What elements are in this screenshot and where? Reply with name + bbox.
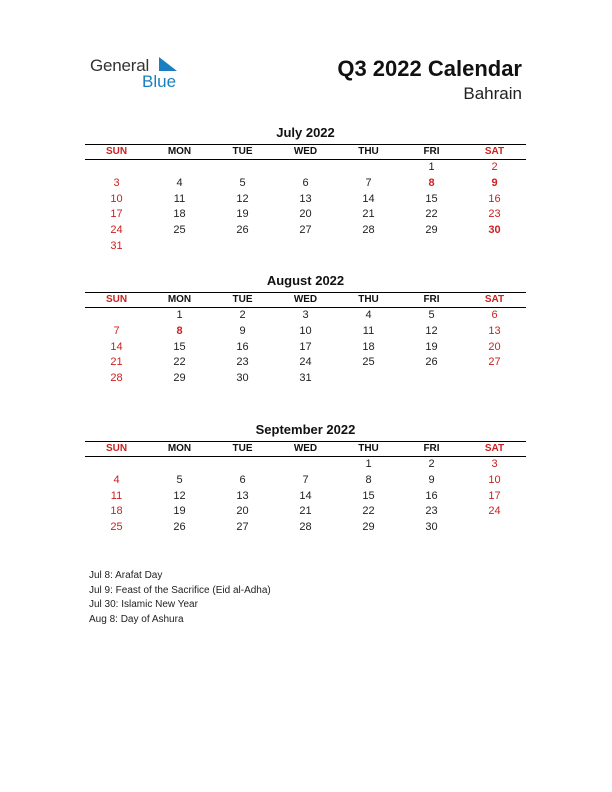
month-title: September 2022 xyxy=(255,422,356,437)
month-september xyxy=(85,422,526,536)
day-cell: 25 xyxy=(173,224,186,237)
weekday-label: SAT xyxy=(484,443,505,454)
day-cell: 1 xyxy=(176,309,183,321)
holiday-item: Jul 30: Islamic New Year xyxy=(89,599,198,610)
empty-cell xyxy=(337,160,400,176)
day-cell: 16 xyxy=(488,192,501,205)
weekday-label: SUN xyxy=(105,294,128,305)
day-cell: 11 xyxy=(173,192,186,205)
day-cell: 16 xyxy=(236,340,249,353)
weekday-label: FRI xyxy=(423,146,440,157)
day-cell: 25 xyxy=(110,521,123,534)
day-cell: 20 xyxy=(299,208,312,221)
days-grid xyxy=(85,457,526,536)
day-cell: 21 xyxy=(110,356,123,369)
day-cell: 23 xyxy=(488,208,501,221)
day-cell: 14 xyxy=(110,340,123,353)
weekday-label: SAT xyxy=(484,294,505,305)
day-cell: 15 xyxy=(425,192,438,205)
day-cell: 8 xyxy=(365,473,372,486)
weekday-header xyxy=(85,441,526,457)
day-cell: 7 xyxy=(302,473,309,486)
day-cell: 22 xyxy=(173,356,186,369)
day-cell: 13 xyxy=(488,324,501,337)
logo-triangle-icon xyxy=(159,57,177,71)
day-cell: 16 xyxy=(425,489,438,502)
day-cell: 4 xyxy=(365,309,372,321)
day-cell: 12 xyxy=(425,324,438,337)
day-cell: 11 xyxy=(362,324,375,337)
weekday-label: WED xyxy=(293,443,318,454)
day-cell: 13 xyxy=(236,489,249,502)
day-cell: 8 xyxy=(176,324,183,337)
empty-cell xyxy=(148,239,211,255)
weekday-label: TUE xyxy=(232,146,253,157)
holiday-item: Jul 9: Feast of the Sacrifice (Eid al-Adha) xyxy=(89,584,271,596)
day-cell: 8 xyxy=(428,176,435,189)
empty-cell xyxy=(148,160,211,176)
day-cell: 4 xyxy=(113,473,120,486)
day-cell: 2 xyxy=(239,309,246,321)
day-cell: 6 xyxy=(302,176,309,189)
weekday-header xyxy=(85,144,526,160)
day-cell: 5 xyxy=(428,309,435,321)
day-cell: 17 xyxy=(110,208,123,221)
days-grid xyxy=(85,160,526,255)
holiday-item: Aug 8: Day of Ashura xyxy=(89,613,184,625)
weekday-label: MON xyxy=(167,294,192,305)
day-cell: 15 xyxy=(362,489,375,502)
empty-cell xyxy=(211,457,274,473)
day-cell: 18 xyxy=(362,340,375,353)
day-cell: 14 xyxy=(362,192,375,205)
month-august xyxy=(85,273,526,387)
empty-cell xyxy=(463,371,526,387)
weekday-label: MON xyxy=(167,443,192,454)
day-cell: 3 xyxy=(302,309,309,321)
days-grid xyxy=(85,308,526,387)
day-cell: 20 xyxy=(488,340,501,353)
weekday-label: MON xyxy=(167,146,192,157)
empty-cell xyxy=(337,371,400,387)
day-cell: 27 xyxy=(299,224,312,237)
weekday-label: THU xyxy=(358,443,379,454)
day-cell: 10 xyxy=(488,473,501,486)
page-title: Q3 2022 Calendar xyxy=(337,56,522,81)
empty-cell xyxy=(211,239,274,255)
weekday-label: THU xyxy=(358,146,379,157)
day-cell: 20 xyxy=(236,505,249,518)
day-cell: 28 xyxy=(362,224,375,237)
day-cell: 14 xyxy=(299,489,312,502)
weekday-label: TUE xyxy=(232,294,253,305)
day-cell: 17 xyxy=(299,340,312,353)
empty-cell xyxy=(211,160,274,176)
weekday-header xyxy=(85,292,526,308)
day-cell: 3 xyxy=(113,176,120,189)
day-cell: 22 xyxy=(425,208,438,221)
day-cell: 23 xyxy=(236,356,249,369)
day-cell: 9 xyxy=(491,176,498,189)
weekday-label: FRI xyxy=(423,294,440,305)
day-cell: 12 xyxy=(173,489,186,502)
day-cell: 11 xyxy=(110,489,123,502)
weekday-label: SAT xyxy=(484,146,505,157)
day-cell: 5 xyxy=(239,176,246,189)
holiday-item: Jul 8: Arafat Day xyxy=(89,570,163,581)
day-cell: 31 xyxy=(110,239,123,252)
day-cell: 4 xyxy=(176,176,183,189)
month-title: August 2022 xyxy=(266,273,345,288)
day-cell: 29 xyxy=(362,521,375,534)
empty-cell xyxy=(400,239,463,255)
logo-text-blue: Blue xyxy=(142,72,177,91)
day-cell: 27 xyxy=(236,521,249,534)
day-cell: 24 xyxy=(488,505,501,518)
month-july xyxy=(85,125,526,255)
day-cell: 28 xyxy=(110,372,123,385)
empty-cell xyxy=(463,239,526,255)
weekday-label: TUE xyxy=(232,443,253,454)
day-cell: 9 xyxy=(428,473,435,486)
weekday-label: WED xyxy=(293,294,318,305)
day-cell: 6 xyxy=(239,473,246,486)
empty-cell xyxy=(85,308,148,324)
day-cell: 30 xyxy=(425,521,438,534)
empty-cell xyxy=(274,457,337,473)
empty-cell xyxy=(400,371,463,387)
day-cell: 29 xyxy=(173,372,186,385)
empty-cell xyxy=(85,457,148,473)
day-cell: 7 xyxy=(113,324,120,337)
day-cell: 9 xyxy=(239,324,246,337)
day-cell: 26 xyxy=(173,521,186,534)
day-cell: 24 xyxy=(110,224,123,237)
day-cell: 19 xyxy=(236,208,249,221)
day-cell: 26 xyxy=(425,356,438,369)
day-cell: 18 xyxy=(173,208,186,221)
day-cell: 28 xyxy=(299,521,312,534)
day-cell: 15 xyxy=(173,340,186,353)
day-cell: 26 xyxy=(236,224,249,237)
day-cell: 2 xyxy=(491,161,498,173)
empty-cell xyxy=(148,457,211,473)
day-cell: 7 xyxy=(365,176,372,189)
day-cell: 25 xyxy=(362,356,375,369)
logo-text-general: General xyxy=(90,56,150,75)
empty-cell xyxy=(337,239,400,255)
day-cell: 30 xyxy=(236,372,249,385)
day-cell: 12 xyxy=(236,192,249,205)
day-cell: 5 xyxy=(176,473,183,486)
day-cell: 19 xyxy=(173,505,186,518)
day-cell: 27 xyxy=(488,356,501,369)
empty-cell xyxy=(274,160,337,176)
day-cell: 2 xyxy=(428,458,435,470)
day-cell: 19 xyxy=(425,340,438,353)
empty-cell xyxy=(274,239,337,255)
weekday-label: FRI xyxy=(423,443,440,454)
day-cell: 17 xyxy=(488,489,501,502)
weekday-label: SUN xyxy=(105,443,128,454)
country-name: Bahrain xyxy=(463,84,522,103)
day-cell: 21 xyxy=(362,208,375,221)
weekday-label: SUN xyxy=(105,146,128,157)
day-cell: 29 xyxy=(425,224,438,237)
day-cell: 24 xyxy=(299,356,312,369)
day-cell: 22 xyxy=(362,505,375,518)
day-cell: 18 xyxy=(110,505,123,518)
empty-cell xyxy=(463,520,526,536)
day-cell: 10 xyxy=(110,192,123,205)
day-cell: 3 xyxy=(491,458,498,470)
empty-cell xyxy=(85,160,148,176)
day-cell: 23 xyxy=(425,505,438,518)
day-cell: 31 xyxy=(299,372,312,385)
day-cell: 6 xyxy=(491,309,498,321)
day-cell: 21 xyxy=(299,505,312,518)
day-cell: 1 xyxy=(428,161,435,173)
day-cell: 1 xyxy=(365,458,372,470)
weekday-label: WED xyxy=(293,146,318,157)
day-cell: 13 xyxy=(299,192,312,205)
weekday-label: THU xyxy=(358,294,379,305)
holiday-list xyxy=(89,569,271,627)
month-title: July 2022 xyxy=(276,125,335,140)
brand-logo xyxy=(90,56,190,96)
day-cell: 10 xyxy=(299,324,312,337)
day-cell: 30 xyxy=(488,224,501,237)
